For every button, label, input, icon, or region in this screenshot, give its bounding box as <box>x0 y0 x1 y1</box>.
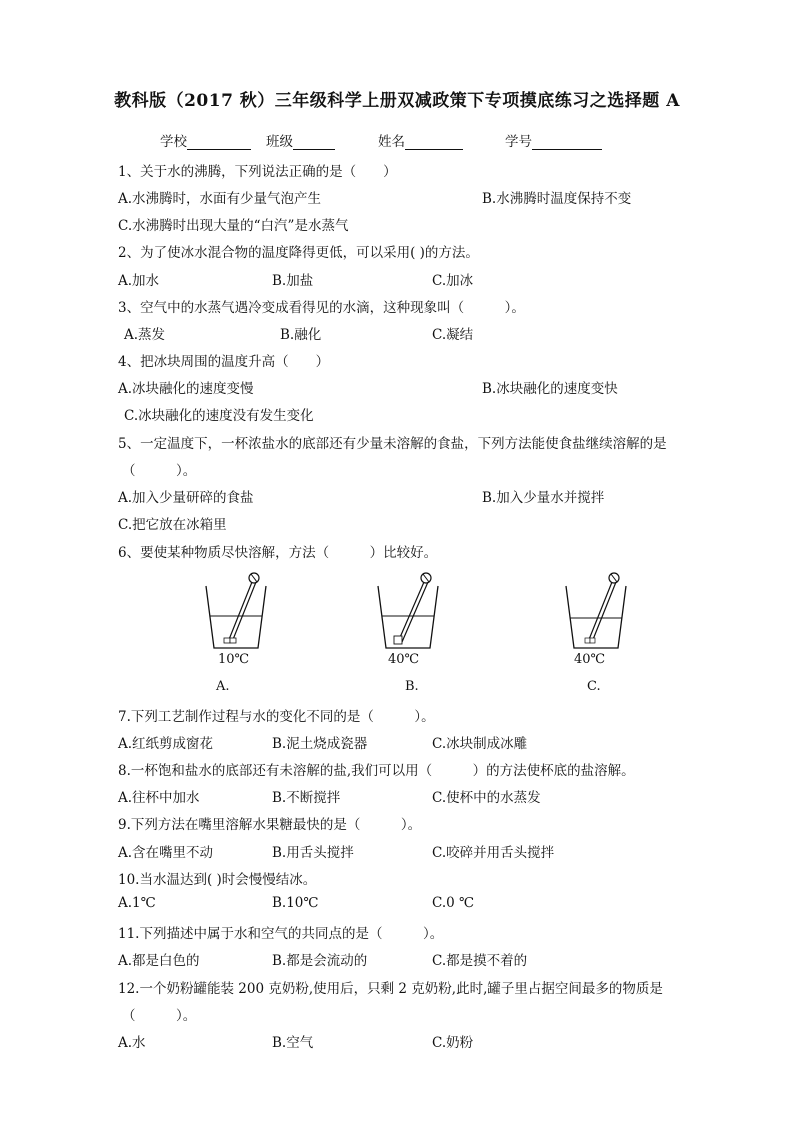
q3-option-b[interactable]: B.融化 <box>280 327 322 343</box>
q2-option-a[interactable]: A.加水 <box>118 273 160 289</box>
q10-option-b[interactable]: B.10℃ <box>272 895 319 911</box>
q7-option-c[interactable]: C.冰块制成冰雕 <box>432 736 528 752</box>
school-blank[interactable] <box>187 135 251 150</box>
q2-option-b[interactable]: B.加盐 <box>272 273 314 289</box>
solute-cube <box>394 636 402 644</box>
solute-powder <box>585 638 590 643</box>
beaker-a-figure[interactable] <box>200 568 270 654</box>
q1-option-a[interactable]: A.水沸腾时，水面有少量气泡产生 <box>118 191 322 207</box>
q3-option-c[interactable]: C.凝结 <box>432 327 474 343</box>
question-4: 4、把冰块周围的温度升高（ ） <box>118 354 330 370</box>
q1-option-c[interactable]: C.水沸腾时出现大量的“白汽”是水蒸气 <box>118 218 349 234</box>
page-title: 教科版（2017 秋）三年级科学上册双减政策下专项摸底练习之选择题 A <box>114 91 680 111</box>
beaker-b-label[interactable]: B. <box>405 679 419 694</box>
class-blank[interactable] <box>293 135 335 150</box>
stirring-rod <box>588 582 612 642</box>
q8-option-c[interactable]: C.使杯中的水蒸发 <box>432 790 541 806</box>
q7-option-a[interactable]: A.红纸剪成窗花 <box>118 736 214 752</box>
beaker-c-temp: 40℃ <box>574 652 606 667</box>
q11-option-c[interactable]: C.都是摸不着的 <box>432 953 528 969</box>
class-field[interactable] <box>266 130 335 150</box>
class-label: 班级 <box>266 134 293 150</box>
question-5-cont: （ ）。 <box>122 463 197 479</box>
q12-option-a[interactable]: A.水 <box>118 1035 146 1051</box>
name-label: 姓名 <box>378 134 405 150</box>
q5-option-b[interactable]: B.加入少量水并搅拌 <box>482 490 605 506</box>
q10-option-c[interactable]: C.0 ℃ <box>432 895 475 911</box>
question-2: 2、为了使冰水混合物的温度降得更低，可以采用( )的方法。 <box>118 245 479 261</box>
beaker-icon <box>378 586 438 648</box>
question-6: 6、要使某种物质尽快溶解，方法（ ）比较好。 <box>118 545 438 561</box>
beaker-a-label[interactable]: A. <box>216 679 230 694</box>
beaker-c-label[interactable]: C. <box>587 679 601 694</box>
q4-option-b[interactable]: B.冰块融化的速度变快 <box>482 381 618 397</box>
q3-option-a[interactable]: A.蒸发 <box>124 327 166 343</box>
q5-option-a[interactable]: A.加入少量研碎的食盐 <box>118 490 254 506</box>
question-5: 5、一定温度下，一杯浓盐水的底部还有少量未溶解的食盐，下列方法能使食盐继续溶解的是 <box>118 436 667 452</box>
stirring-rod <box>228 582 252 642</box>
beaker-a-temp: 10℃ <box>218 652 250 667</box>
number-label: 学号 <box>505 134 532 150</box>
beaker-b-temp: 40℃ <box>388 652 420 667</box>
q5-option-c[interactable]: C.把它放在冰箱里 <box>118 517 227 533</box>
q11-option-b[interactable]: B.都是会流动的 <box>272 953 368 969</box>
solute-cube <box>224 638 230 643</box>
q2-option-c[interactable]: C.加冰 <box>432 273 474 289</box>
school-field[interactable] <box>160 130 251 150</box>
q12-option-c[interactable]: C.奶粉 <box>432 1035 474 1051</box>
stirring-rod <box>398 582 424 642</box>
q4-option-c[interactable]: C.冰块融化的速度没有发生变化 <box>124 408 314 424</box>
q1-option-b[interactable]: B.水沸腾时温度保持不变 <box>482 191 632 207</box>
question-3: 3、空气中的水蒸气遇冷变成看得见的水滴，这种现象叫（ ）。 <box>118 300 525 316</box>
number-field[interactable] <box>505 130 602 150</box>
question-11: 11.下列描述中属于水和空气的共同点的是（ ）。 <box>118 926 444 942</box>
beaker-c-figure[interactable] <box>560 568 630 654</box>
name-field[interactable] <box>378 130 463 150</box>
question-12-cont: （ ）。 <box>122 1008 197 1024</box>
q8-option-b[interactable]: B.不断搅拌 <box>272 790 341 806</box>
question-12: 12.一个奶粉罐能装 200 克奶粉,使用后，只剩 2 克奶粉,此时,罐子里占据空间最多的物质是 <box>118 981 663 997</box>
q10-option-a[interactable]: A.1℃ <box>118 895 156 911</box>
question-8: 8.一杯饱和盐水的底部还有未溶解的盐,我们可以用（ ）的方法使杯底的盐溶解。 <box>118 763 635 779</box>
number-blank[interactable] <box>532 135 602 150</box>
q9-option-b[interactable]: B.用舌头搅拌 <box>272 845 354 861</box>
beaker-b-figure[interactable] <box>372 568 442 654</box>
beaker-icon <box>566 586 626 648</box>
q7-option-b[interactable]: B.泥土烧成瓷器 <box>272 736 368 752</box>
name-blank[interactable] <box>405 135 463 150</box>
question-1: 1、关于水的沸腾，下列说法正确的是（ ） <box>118 164 397 180</box>
q12-option-b[interactable]: B.空气 <box>272 1035 314 1051</box>
q11-option-a[interactable]: A.都是白色的 <box>118 953 200 969</box>
question-7: 7.下列工艺制作过程与水的变化不同的是（ ）。 <box>118 709 435 725</box>
q9-option-c[interactable]: C.咬碎并用舌头搅拌 <box>432 845 555 861</box>
school-label: 学校 <box>160 134 187 150</box>
q9-option-a[interactable]: A.含在嘴里不动 <box>118 845 214 861</box>
q8-option-a[interactable]: A.往杯中加水 <box>118 790 200 806</box>
question-10: 10.当水温达到( )时会慢慢结冰。 <box>118 872 317 888</box>
question-9: 9.下列方法在嘴里溶解水果糖最快的是（ ）。 <box>118 817 422 833</box>
q4-option-a[interactable]: A.冰块融化的速度变慢 <box>118 381 254 397</box>
